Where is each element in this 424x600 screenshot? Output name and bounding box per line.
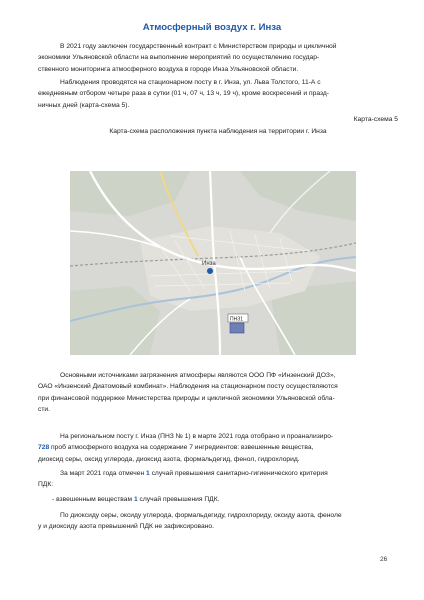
text-line: По диоксиду серы, оксиду углерода, формальдегиду, гидрохлориду, оксиду азота, феноле: [60, 512, 342, 519]
paragraph-no-exceedance: [38, 510, 398, 533]
text-line: ственного мониторинга атмосферного воздуха в городе Инза Ульяновской области.: [38, 65, 299, 73]
text-line: ОАО «Инзенский Диатомовый комбинат». Наблюдения на стационарном посту осуществляются: [38, 383, 338, 391]
paragraph-sources: [38, 370, 398, 416]
post-label: ПНЗ1: [230, 316, 244, 323]
text-line: сти.: [38, 406, 51, 414]
map-image: [70, 171, 356, 355]
page-number: 26: [380, 556, 388, 563]
exceedance-count: 1: [146, 470, 150, 477]
city-map: [70, 171, 356, 355]
city-label: Инза: [202, 261, 216, 267]
paragraph-samples: [38, 431, 398, 465]
map-number-caption: Карта-схема 5: [353, 116, 398, 123]
city-marker-icon: [207, 268, 213, 274]
text-line: На региональном посту г. Инза (ПНЗ № 1) в марте 2021 года отобрано и проанализиро-: [60, 433, 334, 440]
text-line: В 2021 году заключен государственный контракт с Министерством природы и цикличной: [60, 43, 337, 50]
text-line: Наблюдения проводятся на стационарном посту в г. Инза, ул. Льва Толстого, 11-А с: [60, 79, 321, 86]
text-line: экономики Ульяновской области на выполнение мероприятий по осуществлению государ-: [38, 54, 320, 62]
text-line: диоксид серы, оксид углерода, диоксид азота, формальдегид, фенол, гидрохлорид.: [38, 455, 300, 463]
post-marker-icon: [230, 323, 244, 333]
text-line: 728 проб атмосферного воздуха на содержание 7 ингредиентов: взвешенные вещества,: [38, 444, 314, 452]
map-caption: Карта-схема расположения пункта наблюдения на территории г. Инза: [109, 128, 327, 135]
text-line: За март 2021 года отмечен 1 случай превышения санитарно-гигиенического критерия: [60, 470, 328, 477]
sample-count: 728: [38, 444, 50, 452]
page-title: Атмосферный воздух г. Инза: [142, 22, 282, 33]
bullet-item: - взвешенным веществам 1 случай превышения ПДК.: [52, 496, 220, 503]
text-line: ничных дней (карта-схема 5).: [38, 101, 130, 109]
text-line: ежедневным отбором четыре раза в сутки (01 ч, 07 ч, 13 ч, 19 ч), кроме воскресений и празд-: [38, 90, 330, 98]
text-line: при финансовой поддержке Министерства природы и цикличной экономики Ульяновской обла-: [38, 394, 335, 402]
bullet-count: 1: [133, 496, 138, 503]
paragraph-contract: [38, 41, 398, 75]
text-line: у и диоксиду азота превышений ПДК не зафиксировано.: [38, 523, 215, 531]
text-line: ПДК:: [38, 481, 54, 489]
paragraph-observations: [38, 77, 398, 111]
paragraph-exceedances: [38, 468, 398, 491]
text-line: Основными источниками загрязнения атмосферы являются ООО ПФ «Инзенский ДОЗ»,: [60, 372, 336, 379]
